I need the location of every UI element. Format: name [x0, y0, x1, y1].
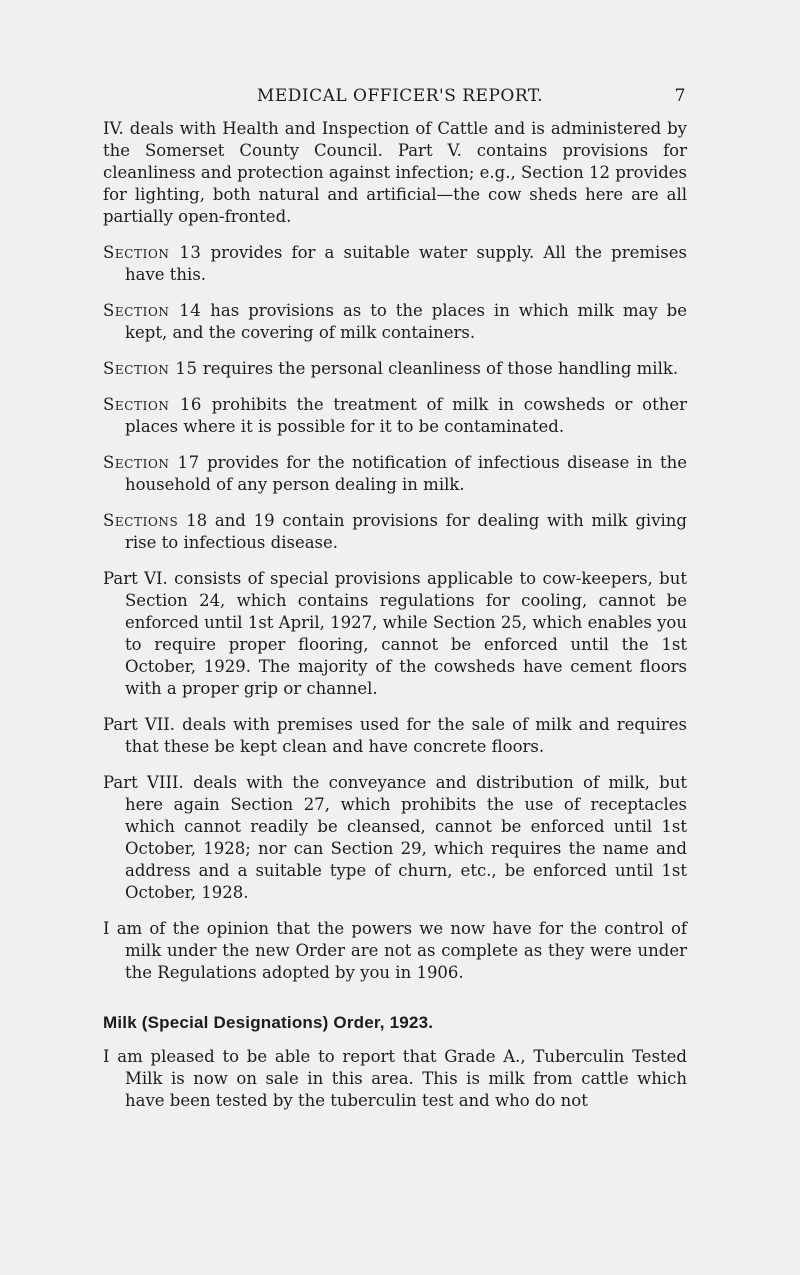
- paragraph-opinion: [103, 918, 687, 984]
- paragraph-section-16: [103, 394, 687, 438]
- section-label: Section 17: [103, 453, 200, 472]
- paragraph-part-vii: [103, 714, 687, 758]
- report-body: [103, 118, 687, 1126]
- paragraph-grade-a-milk: [103, 1046, 687, 1112]
- paragraph-text: IV. deals with Health and Inspection of Cattle and is administered by the Somerset County Council. Part V. contains provisions for cleanliness and protection against infection; e.g., Section 12 provides for lighting, both natural and artificial—the cow sheds here are all partially open-fronted.: [103, 119, 687, 226]
- paragraph-text: Part VIII. deals with the conveyance and distribution of milk, but here again Section 27, which prohibits the use of receptacles which cannot readily be cleansed, cannot be enforced until 1st October, 1928; nor can Section 29, which requires the name and address and a suitable type of churn, etc., be enforced until 1st October, 1928.: [103, 773, 687, 902]
- running-title: MEDICAL OFFICER'S REPORT.: [256, 86, 544, 106]
- paragraph-section-14: [103, 300, 687, 344]
- section-label: Section 16: [103, 395, 203, 414]
- section-label: Sections: [103, 511, 179, 530]
- paragraph-text: I am pleased to be able to report that Grade A., Tuberculin Tested Milk is now on sale in this area. This is milk from cattle which have been tested by the tuberculin test and who do not: [103, 1047, 687, 1110]
- paragraph-text: Part VI. consists of special provisions applicable to cow-keepers, but Section 24, which contains regulations for cooling, cannot be enforced until 1st April, 1927, while Section 25, which enables you to require proper flooring, cannot be enforced until the 1st October, 1929. The majority of the cowsheds have cement floors with a proper grip or channel.: [103, 569, 687, 698]
- paragraph-section-15: [103, 358, 687, 380]
- paragraph-text: Part VII. deals with premises used for the sale of milk and requires that these be kept clean and have concrete floors.: [103, 715, 687, 756]
- section-label: Section 15: [103, 359, 198, 378]
- page-number: 7: [674, 86, 686, 106]
- paragraph-section-13: [103, 242, 687, 286]
- paragraph-text: has provisions as to the places in which milk may be kept, and the covering of milk containers.: [125, 301, 687, 342]
- paragraph-section-17: [103, 452, 687, 496]
- paragraph-text: I am of the opinion that the powers we now have for the control of milk under the new Order are not as complete as they were under the Regulations adopted by you in 1906.: [103, 919, 687, 982]
- paragraph-sections-18-19: [103, 510, 687, 554]
- paragraph-text: prohibits the treatment of milk in cowsheds or other places where it is possible for it to be contaminated.: [125, 395, 687, 436]
- section-label: Section 13: [103, 243, 202, 262]
- paragraph-part-iv: [103, 118, 687, 228]
- paragraph-text: requires the personal cleanliness of those handling milk.: [197, 359, 679, 378]
- section-heading: Milk (Special Designations) Order, 1923.: [103, 1013, 434, 1032]
- paragraph-part-viii: [103, 772, 687, 904]
- section-label: Section 14: [103, 301, 202, 320]
- paragraph-part-vi: [103, 568, 687, 700]
- paragraph-text: 18 and 19 contain provisions for dealing with milk giving rise to infectious disease.: [125, 511, 687, 552]
- paragraph-text: provides for a suitable water supply. All the premises have this.: [125, 243, 687, 284]
- page-header: [0, 86, 800, 110]
- paragraph-text: provides for the notification of infectious disease in the household of any person dealing in milk.: [125, 453, 687, 494]
